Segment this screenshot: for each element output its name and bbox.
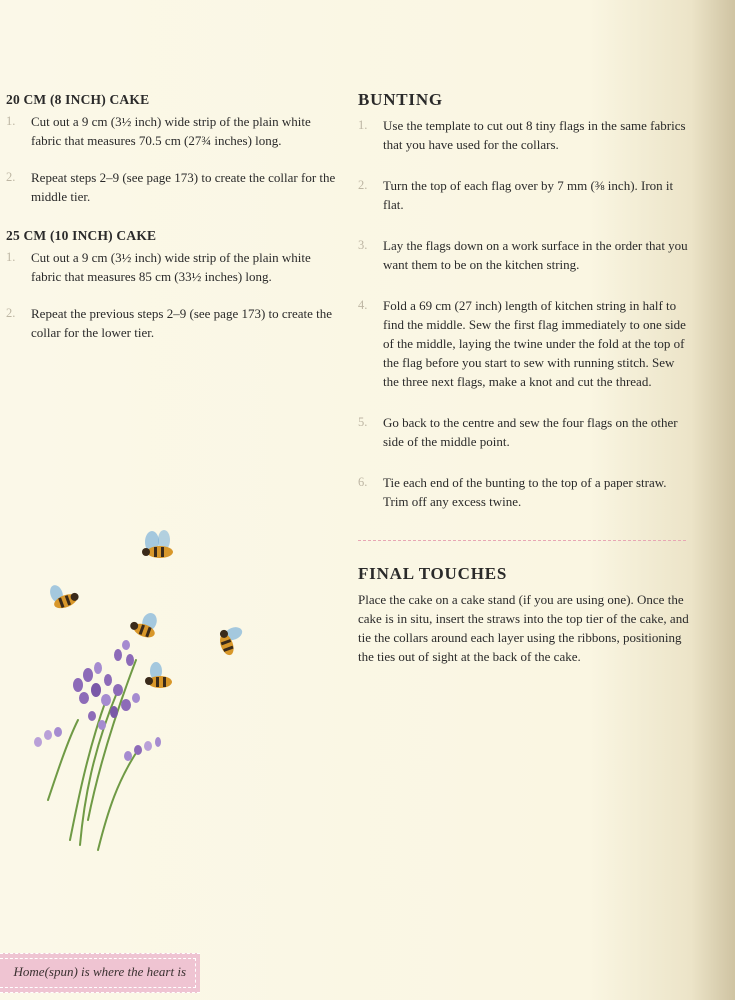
step-item	[358, 236, 688, 274]
final-touches-section	[358, 564, 698, 666]
left-column	[6, 92, 336, 342]
bunting-steps	[358, 116, 688, 511]
step-item	[358, 413, 688, 451]
step-item	[6, 248, 336, 286]
section-title-20cm: 20 CM (8 INCH) CAKE	[6, 92, 150, 107]
dashed-divider	[358, 540, 686, 541]
lavender-flowers	[34, 640, 161, 761]
step-text: Fold a 69 cm (27 inch) length of kitchen string in half to find the middle. Sew the first flag immediately to one side of the middle, laying the twine under the fold at the top of the flag before you start to sew with running stitch. Sew the three next flags, make a knot and cut the thread.	[383, 298, 686, 389]
step-number: 3.	[358, 238, 368, 252]
step-number: 1.	[6, 114, 16, 128]
bee-icon	[128, 608, 161, 640]
step-item	[358, 116, 688, 154]
bee-icon	[142, 530, 173, 558]
step-item	[6, 168, 336, 206]
step-item	[6, 112, 336, 150]
steps-25cm	[6, 248, 336, 342]
step-number: 2.	[358, 178, 368, 192]
step-text: Repeat the previous steps 2–9 (see page 173) to create the collar for the lower tier.	[31, 306, 333, 340]
bee-icon	[145, 662, 172, 688]
step-number: 4.	[358, 298, 368, 312]
final-touches-text: Place the cake on a cake stand (if you are using one). Once the cake is in situ, insert the straws into the top tier of the cake, and tie the collars around each layer using the ribbons, positioning the ties out of sight at the back of the cake.	[358, 592, 689, 664]
step-number: 6.	[358, 475, 368, 489]
bee-icon	[48, 579, 81, 611]
step-text: Tie each end of the bunting to the top of a paper straw. Trim off any excess twine.	[383, 475, 667, 509]
step-text: Turn the top of each flag over by 7 mm (⅜ inch). Iron it flat.	[383, 178, 674, 212]
step-number: 1.	[6, 250, 16, 264]
lavender-and-bees-illustration	[18, 520, 258, 860]
step-number: 1.	[358, 118, 368, 132]
banner-text: Home(spun) is where the heart is	[13, 964, 186, 979]
step-number: 2.	[6, 306, 16, 320]
step-item	[6, 304, 336, 342]
step-text: Repeat steps 2–9 (see page 173) to create the collar for the middle tier.	[31, 170, 336, 204]
step-text: Cut out a 9 cm (3½ inch) wide strip of the plain white fabric that measures 70.5 cm (27¾ inches) long.	[31, 114, 311, 148]
bunting-heading: BUNTING	[358, 90, 443, 109]
step-text: Go back to the centre and sew the four flags on the other side of the middle point.	[383, 415, 678, 449]
bee-icon	[216, 624, 248, 657]
steps-20cm	[6, 112, 336, 206]
final-touches-heading: FINAL TOUCHES	[358, 564, 508, 583]
step-item	[358, 473, 688, 511]
step-item	[358, 176, 688, 214]
section-title-25cm: 25 CM (10 INCH) CAKE	[6, 228, 157, 243]
step-number: 2.	[6, 170, 16, 184]
step-number: 5.	[358, 415, 368, 429]
bunting-section	[358, 90, 688, 511]
step-text: Cut out a 9 cm (3½ inch) wide strip of the plain white fabric that measures 85 cm (33½ inches) long.	[31, 250, 311, 284]
footer-banner	[0, 953, 200, 993]
step-item	[358, 296, 688, 391]
step-text: Lay the flags down on a work surface in the order that you want them to be on the kitchen string.	[383, 238, 688, 272]
step-text: Use the template to cut out 8 tiny flags in the same fabrics that you have used for the collars.	[383, 118, 686, 152]
